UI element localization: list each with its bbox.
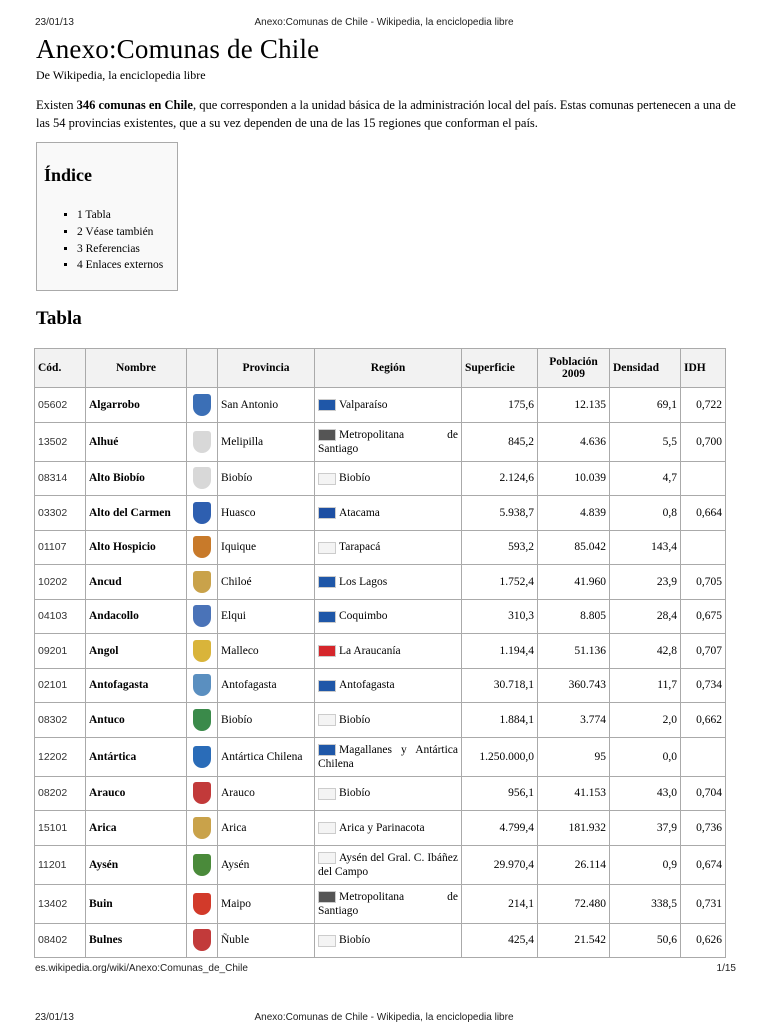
cell-superficie: 1.250.000,0	[462, 737, 538, 776]
col-header-region[interactable]: Región	[315, 349, 462, 388]
cell-poblacion: 85.042	[538, 530, 610, 565]
cell-densidad: 23,9	[610, 565, 681, 600]
cell-provincia[interactable]: Biobío	[218, 703, 315, 738]
cell-poblacion: 26.114	[538, 845, 610, 884]
cell-escudo	[187, 388, 218, 423]
cell-cod: 13402	[35, 884, 86, 923]
region-link[interactable]: Metropolitana de Santiago	[318, 428, 458, 455]
cell-idh: 0,705	[681, 565, 726, 600]
col-header-poblacion[interactable]: Población 2009	[538, 349, 610, 388]
coat-of-arms-icon[interactable]	[193, 929, 211, 951]
table-row	[35, 776, 726, 811]
col-header-cod[interactable]: Cód.	[35, 349, 86, 388]
cell-escudo	[187, 884, 218, 923]
coat-of-arms-icon[interactable]	[193, 674, 211, 696]
cell-superficie: 30.718,1	[462, 668, 538, 703]
table-row	[35, 530, 726, 565]
region-flag-icon	[318, 576, 336, 588]
print-url: es.wikipedia.org/wiki/Anexo:Comunas_de_Chile	[35, 963, 248, 974]
cell-superficie: 5.938,7	[462, 496, 538, 531]
region-link[interactable]: Biobío	[339, 713, 371, 726]
cell-provincia[interactable]: Biobío	[218, 461, 315, 496]
region-link[interactable]: Antofagasta	[339, 679, 395, 692]
cell-nombre[interactable]: Aysén	[86, 845, 187, 884]
table-row	[35, 388, 726, 423]
region-flag-icon	[318, 788, 336, 800]
cell-cod: 08402	[35, 923, 86, 958]
intro-paragraph	[36, 96, 736, 132]
cell-idh: 0,675	[681, 599, 726, 634]
cell-escudo	[187, 496, 218, 531]
cell-nombre[interactable]: Buin	[86, 884, 187, 923]
cell-region	[315, 422, 462, 461]
cell-densidad: 69,1	[610, 388, 681, 423]
cell-densidad: 0,0	[610, 737, 681, 776]
coat-of-arms-icon[interactable]	[193, 817, 211, 839]
toc-heading: Índice	[44, 165, 93, 185]
print-page-title: Anexo:Comunas de Chile - Wikipedia, la enciclopedia libre	[254, 17, 514, 28]
region-link[interactable]: Aysén del Gral. C. Ibáñez del Campo	[318, 851, 458, 878]
cell-escudo	[187, 422, 218, 461]
coat-of-arms-icon[interactable]	[193, 782, 211, 804]
cell-nombre[interactable]: Antuco	[86, 703, 187, 738]
cell-nombre[interactable]: Ancud	[86, 565, 187, 600]
coat-of-arms-icon[interactable]	[193, 394, 211, 416]
cell-region	[315, 703, 462, 738]
cell-nombre[interactable]: Arauco	[86, 776, 187, 811]
cell-idh: 0,674	[681, 845, 726, 884]
coat-of-arms-icon[interactable]	[193, 893, 211, 915]
cell-cod: 13502	[35, 422, 86, 461]
region-flag-icon	[318, 680, 336, 692]
cell-region	[315, 884, 462, 923]
cell-escudo	[187, 565, 218, 600]
cell-region	[315, 530, 462, 565]
region-flag-icon	[318, 714, 336, 726]
region-flag-icon	[318, 429, 336, 441]
cell-cod: 02101	[35, 668, 86, 703]
cell-escudo	[187, 599, 218, 634]
region-flag-icon	[318, 822, 336, 834]
region-link[interactable]: Tarapacá	[339, 541, 381, 554]
cell-poblacion: 95	[538, 737, 610, 776]
table-row	[35, 496, 726, 531]
cell-densidad: 50,6	[610, 923, 681, 958]
cell-idh: 0,734	[681, 668, 726, 703]
cell-region	[315, 668, 462, 703]
cell-superficie: 29.970,4	[462, 845, 538, 884]
coat-of-arms-icon[interactable]	[193, 605, 211, 627]
cell-cod: 04103	[35, 599, 86, 634]
print-page-number: 1/15	[716, 963, 736, 974]
cell-densidad: 37,9	[610, 811, 681, 846]
cell-superficie: 593,2	[462, 530, 538, 565]
col-header-superficie[interactable]: Superficie	[462, 349, 538, 388]
cell-nombre[interactable]: Alhué	[86, 422, 187, 461]
cell-idh: 0,626	[681, 923, 726, 958]
cell-cod: 08302	[35, 703, 86, 738]
cell-idh: 0,700	[681, 422, 726, 461]
coat-of-arms-icon[interactable]	[193, 502, 211, 524]
cell-densidad: 143,4	[610, 530, 681, 565]
cell-idh	[681, 461, 726, 496]
cell-provincia[interactable]: San Antonio	[218, 388, 315, 423]
cell-region	[315, 388, 462, 423]
cell-cod: 08202	[35, 776, 86, 811]
cell-densidad: 0,8	[610, 496, 681, 531]
cell-escudo	[187, 530, 218, 565]
region-flag-icon	[318, 645, 336, 657]
region-flag-icon	[318, 611, 336, 623]
print-header	[0, 17, 768, 31]
coat-of-arms-icon[interactable]	[193, 746, 211, 768]
coat-of-arms-icon[interactable]	[193, 431, 211, 453]
toc-item-tabla[interactable]: ▪ 1 Tabla	[77, 207, 163, 224]
cell-region	[315, 776, 462, 811]
col-header-escudo	[187, 349, 218, 388]
table-row	[35, 668, 726, 703]
cell-poblacion: 51.136	[538, 634, 610, 669]
cell-provincia[interactable]: Maipo	[218, 884, 315, 923]
cell-escudo	[187, 811, 218, 846]
cell-superficie: 310,3	[462, 599, 538, 634]
cell-poblacion: 181.932	[538, 811, 610, 846]
cell-region	[315, 461, 462, 496]
region-flag-icon	[318, 852, 336, 864]
cell-cod: 09201	[35, 634, 86, 669]
cell-idh: 0,664	[681, 496, 726, 531]
cell-superficie: 425,4	[462, 923, 538, 958]
table-row	[35, 565, 726, 600]
cell-region	[315, 923, 462, 958]
col-header-nombre[interactable]: Nombre	[86, 349, 187, 388]
cell-cod: 08314	[35, 461, 86, 496]
cell-poblacion: 10.039	[538, 461, 610, 496]
cell-densidad: 338,5	[610, 884, 681, 923]
cell-nombre[interactable]: Antofagasta	[86, 668, 187, 703]
cell-poblacion: 41.960	[538, 565, 610, 600]
cell-idh: 0,707	[681, 634, 726, 669]
cell-cod: 12202	[35, 737, 86, 776]
toc-item-enlaces[interactable]: ▪ 4 Enlaces externos	[77, 257, 163, 274]
cell-region	[315, 496, 462, 531]
cell-cod: 10202	[35, 565, 86, 600]
region-link[interactable]: Valparaíso	[339, 398, 388, 411]
cell-provincia[interactable]: Iquique	[218, 530, 315, 565]
cell-escudo	[187, 776, 218, 811]
table-header-row	[35, 349, 726, 388]
cell-region	[315, 565, 462, 600]
cell-provincia[interactable]: Arica	[218, 811, 315, 846]
intro-post: , que corresponden a la unidad básica de la administración local del país. Estas comunas pertenecen a una de las 54 provincias existentes, que a su vez dependen de una de las 15 regiones que conforman el país.	[36, 98, 736, 130]
table-row	[35, 703, 726, 738]
cell-superficie: 214,1	[462, 884, 538, 923]
cell-provincia[interactable]: Elqui	[218, 599, 315, 634]
cell-provincia[interactable]: Huasco	[218, 496, 315, 531]
cell-escudo	[187, 737, 218, 776]
region-link[interactable]: Biobío	[339, 934, 371, 947]
table-row	[35, 923, 726, 958]
region-flag-icon	[318, 935, 336, 947]
cell-provincia[interactable]: Malleco	[218, 634, 315, 669]
cell-nombre[interactable]: Alto Biobío	[86, 461, 187, 496]
cell-escudo	[187, 845, 218, 884]
cell-idh: 0,662	[681, 703, 726, 738]
region-flag-icon	[318, 542, 336, 554]
cell-superficie: 1.752,4	[462, 565, 538, 600]
cell-provincia[interactable]: Antártica Chilena	[218, 737, 315, 776]
cell-provincia[interactable]: Aysén	[218, 845, 315, 884]
intro-pre: Existen	[36, 98, 77, 112]
region-flag-icon	[318, 473, 336, 485]
cell-poblacion: 3.774	[538, 703, 610, 738]
cell-superficie: 1.884,1	[462, 703, 538, 738]
cell-provincia[interactable]: Arauco	[218, 776, 315, 811]
cell-densidad: 0,9	[610, 845, 681, 884]
cell-poblacion: 21.542	[538, 923, 610, 958]
toc-item-referencias[interactable]: ▪ 3 Referencias	[77, 241, 163, 258]
cell-nombre[interactable]: Angol	[86, 634, 187, 669]
col-header-densidad[interactable]: Densidad	[610, 349, 681, 388]
region-link[interactable]: Los Lagos	[339, 575, 388, 588]
cell-superficie: 845,2	[462, 422, 538, 461]
cell-idh: 0,731	[681, 884, 726, 923]
col-header-provincia[interactable]: Provincia	[218, 349, 315, 388]
cell-idh: 0,736	[681, 811, 726, 846]
coat-of-arms-icon[interactable]	[193, 536, 211, 558]
cell-idh: 0,722	[681, 388, 726, 423]
cell-nombre[interactable]: Alto del Carmen	[86, 496, 187, 531]
cell-region	[315, 599, 462, 634]
intro-link-comunas[interactable]: 346 comunas en Chile	[76, 98, 193, 112]
table-row	[35, 422, 726, 461]
cell-idh: 0,704	[681, 776, 726, 811]
table-row	[35, 461, 726, 496]
region-link[interactable]: Metropolitana de Santiago	[318, 890, 458, 917]
cell-cod: 15101	[35, 811, 86, 846]
region-link[interactable]: Biobío	[339, 472, 371, 485]
cell-nombre[interactable]: Alto Hospicio	[86, 530, 187, 565]
cell-region	[315, 811, 462, 846]
cell-cod: 03302	[35, 496, 86, 531]
cell-cod: 05602	[35, 388, 86, 423]
cell-escudo	[187, 703, 218, 738]
region-flag-icon	[318, 891, 336, 903]
page-subtitle: De Wikipedia, la enciclopedia libre	[36, 68, 206, 82]
cell-poblacion: 12.135	[538, 388, 610, 423]
cell-densidad: 5,5	[610, 422, 681, 461]
cell-poblacion: 72.480	[538, 884, 610, 923]
toc-item-vease[interactable]: ▪ 2 Véase también	[77, 224, 163, 241]
table-row	[35, 811, 726, 846]
cell-poblacion: 41.153	[538, 776, 610, 811]
cell-cod: 11201	[35, 845, 86, 884]
table-row	[35, 884, 726, 923]
print-date-next: 23/01/13	[35, 1012, 74, 1023]
comunas-table	[34, 348, 726, 958]
coat-of-arms-icon[interactable]	[193, 640, 211, 662]
cell-cod: 01107	[35, 530, 86, 565]
region-flag-icon	[318, 399, 336, 411]
region-link[interactable]: Arica y Parinacota	[339, 821, 425, 834]
table-row	[35, 599, 726, 634]
cell-superficie: 956,1	[462, 776, 538, 811]
print-page-title-next: Anexo:Comunas de Chile - Wikipedia, la enciclopedia libre	[254, 1012, 514, 1023]
cell-region	[315, 845, 462, 884]
cell-poblacion: 8.805	[538, 599, 610, 634]
cell-nombre[interactable]: Antártica	[86, 737, 187, 776]
cell-idh	[681, 737, 726, 776]
cell-provincia[interactable]: Antofagasta	[218, 668, 315, 703]
cell-provincia[interactable]: Ñuble	[218, 923, 315, 958]
cell-poblacion: 4.636	[538, 422, 610, 461]
col-header-idh[interactable]: IDH	[681, 349, 726, 388]
section-heading-tabla: Tabla	[36, 308, 82, 329]
cell-superficie: 2.124,6	[462, 461, 538, 496]
coat-of-arms-icon[interactable]	[193, 571, 211, 593]
cell-idh	[681, 530, 726, 565]
cell-region	[315, 737, 462, 776]
cell-densidad: 2,0	[610, 703, 681, 738]
cell-nombre[interactable]: Bulnes	[86, 923, 187, 958]
cell-escudo	[187, 668, 218, 703]
cell-poblacion: 360.743	[538, 668, 610, 703]
table-of-contents	[36, 142, 178, 291]
cell-region	[315, 634, 462, 669]
cell-densidad: 42,8	[610, 634, 681, 669]
cell-densidad: 11,7	[610, 668, 681, 703]
cell-provincia[interactable]: Melipilla	[218, 422, 315, 461]
cell-densidad: 28,4	[610, 599, 681, 634]
cell-superficie: 4.799,4	[462, 811, 538, 846]
coat-of-arms-icon[interactable]	[193, 467, 211, 489]
region-flag-icon	[318, 744, 336, 756]
print-footer	[0, 963, 768, 977]
cell-escudo	[187, 923, 218, 958]
table-row	[35, 845, 726, 884]
cell-densidad: 4,7	[610, 461, 681, 496]
region-link[interactable]: Magallanes y Antártica Chilena	[318, 743, 458, 770]
table-row	[35, 634, 726, 669]
region-link[interactable]: Atacama	[339, 506, 380, 519]
cell-escudo	[187, 461, 218, 496]
coat-of-arms-icon[interactable]	[193, 709, 211, 731]
region-link[interactable]: La Araucanía	[339, 644, 401, 657]
table-row	[35, 737, 726, 776]
print-header-next-page	[0, 1012, 768, 1024]
cell-provincia[interactable]: Chiloé	[218, 565, 315, 600]
region-link[interactable]: Biobío	[339, 787, 371, 800]
cell-nombre[interactable]: Andacollo	[86, 599, 187, 634]
cell-superficie: 175,6	[462, 388, 538, 423]
region-flag-icon	[318, 507, 336, 519]
page-title: Anexo:Comunas de Chile	[36, 34, 320, 64]
region-link[interactable]: Coquimbo	[339, 610, 388, 623]
cell-nombre[interactable]: Algarrobo	[86, 388, 187, 423]
cell-densidad: 43,0	[610, 776, 681, 811]
toc-list	[37, 207, 163, 274]
coat-of-arms-icon[interactable]	[193, 854, 211, 876]
cell-superficie: 1.194,4	[462, 634, 538, 669]
cell-escudo	[187, 634, 218, 669]
print-date: 23/01/13	[35, 17, 74, 28]
cell-nombre[interactable]: Arica	[86, 811, 187, 846]
cell-poblacion: 4.839	[538, 496, 610, 531]
